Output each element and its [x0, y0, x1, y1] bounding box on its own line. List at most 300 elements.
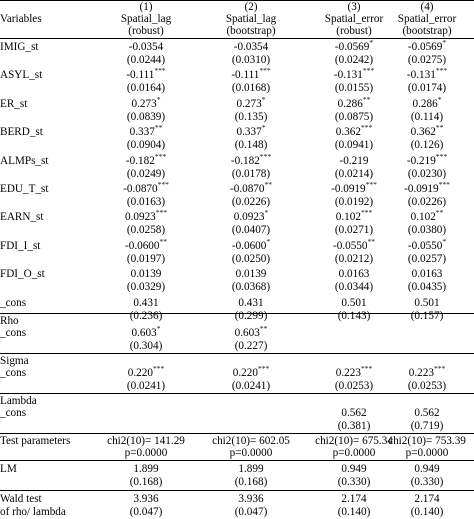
cell-value: (bootstrap) [226, 25, 276, 37]
coef-row [0, 94, 474, 111]
significance-stars: * [266, 236, 271, 246]
table-cell [194, 476, 308, 489]
se-row [0, 111, 474, 124]
cell-value: -0.0550 [407, 239, 443, 252]
cell-value: 2.174 [341, 493, 367, 505]
table-cell [194, 281, 308, 294]
table-cell [89, 66, 203, 82]
table-cell [89, 111, 203, 124]
table-cell [380, 82, 474, 95]
significance-stars: *** [259, 151, 272, 161]
cell-value: (0.0271) [334, 224, 374, 237]
table-cell [194, 506, 308, 519]
table-cell [194, 151, 308, 168]
row-label: _cons [0, 296, 27, 309]
coef-row [0, 208, 474, 224]
table-cell [194, 123, 308, 139]
section-rule-rho [0, 313, 474, 314]
table-cell [194, 94, 308, 111]
cell-value: -0.0600 [125, 239, 160, 252]
table-cell [380, 281, 474, 294]
significance-stars: *** [152, 364, 165, 373]
rho-se-row [0, 340, 474, 353]
significance-stars: * [442, 236, 447, 246]
cell-value: (0.236) [129, 309, 163, 322]
cell-value: 0.0923 [233, 211, 265, 224]
cell-value: (3) [347, 1, 361, 13]
table-cell [194, 236, 308, 253]
row-label: _cons [0, 407, 27, 419]
significance-stars: *** [257, 364, 270, 373]
cell-value: 0.102 [335, 211, 361, 224]
significance-stars: *** [438, 180, 450, 189]
significance-stars: *** [435, 66, 448, 76]
cell-value: 0.0139 [130, 268, 162, 281]
table-cell [380, 224, 474, 237]
section-rule-sigma [0, 353, 474, 354]
table-cell [380, 180, 474, 196]
cell-value: (0.0258) [126, 224, 166, 237]
cell-value: (0.0212) [334, 252, 374, 265]
se-row [0, 196, 474, 209]
significance-stars: *** [365, 180, 377, 189]
cell-value: 0.431 [133, 296, 159, 309]
row-label: ALMPs_st [0, 154, 49, 167]
significance-stars: * [264, 208, 269, 218]
lambda-se-row [0, 420, 474, 433]
significance-stars: *** [433, 364, 446, 373]
table-cell [194, 324, 308, 340]
cell-value: -0.131 [333, 69, 363, 82]
sigma-se-row [0, 380, 474, 393]
table-cell [380, 420, 474, 433]
significance-stars: *** [155, 208, 167, 218]
significance-stars: ** [264, 180, 272, 189]
table-cell [380, 364, 474, 380]
significance-stars: *** [362, 66, 375, 76]
significance-stars: * [369, 38, 374, 47]
rho-coef-row [0, 324, 474, 340]
cell-value: -0.182 [230, 154, 260, 167]
cell-value: (0.0197) [126, 252, 166, 265]
significance-stars: *** [154, 151, 167, 161]
table-cell [194, 41, 308, 54]
row-label: BERD_st [0, 126, 43, 139]
significance-stars: * [156, 94, 161, 104]
table-cell [89, 208, 203, 224]
cell-value: -0.111 [231, 69, 260, 82]
table-cell [89, 1, 203, 14]
cell-value: 2.174 [414, 493, 440, 505]
cell-value: -0.182 [125, 154, 155, 167]
row-label: of rho/ lambda [0, 506, 66, 518]
section-rule-lambda [0, 393, 474, 394]
cell-value: (4) [420, 1, 434, 13]
cell-value: (0.0253) [334, 380, 374, 392]
table-cell [89, 168, 203, 181]
cell-value: (0.0875) [334, 110, 374, 123]
cell-value: 0.223 [408, 367, 434, 379]
table-cell [380, 447, 474, 460]
header-rule [0, 38, 474, 39]
cell-value: (robust) [128, 25, 164, 37]
table-cell [89, 340, 203, 353]
cell-value: 0.562 [414, 407, 440, 419]
table-cell [89, 253, 203, 266]
cell-value: 0.220 [232, 367, 258, 379]
cell-value: (bootstrap) [402, 25, 452, 37]
significance-stars: *** [435, 151, 448, 161]
sigma-coef-row [0, 364, 474, 380]
table-cell [89, 236, 203, 253]
table-cell [194, 447, 308, 460]
table-cell [194, 253, 308, 266]
table-cell [89, 297, 203, 310]
table-cell [89, 25, 203, 38]
cell-value: (0.047) [234, 506, 268, 518]
table-cell [89, 463, 203, 476]
cell-value: 0.220 [127, 367, 153, 379]
table-cell [194, 54, 308, 67]
cell-value: 0.337 [129, 126, 155, 139]
table-cell [194, 364, 308, 380]
cell-value: (0.0163) [126, 196, 166, 208]
table-cell [89, 476, 203, 489]
cell-value: (0.0275) [407, 54, 447, 66]
cell-value: (1) [139, 1, 153, 13]
cell-value: (0.0241) [126, 380, 166, 392]
cell-value: 0.286 [337, 97, 363, 110]
table-cell [89, 224, 203, 237]
table-cell [194, 13, 308, 26]
table-cell [380, 297, 474, 310]
cell-value: -0.0569 [334, 41, 370, 53]
table-cell [89, 180, 203, 196]
coef-row [0, 180, 474, 196]
significance-stars: *** [259, 66, 271, 76]
cell-value: 0.0923 [124, 211, 156, 224]
row-label: LM [0, 463, 17, 475]
significance-stars: ** [367, 236, 375, 246]
cell-value: (0.126) [410, 139, 444, 152]
header-row-method [0, 25, 474, 38]
table-cell [380, 268, 474, 281]
cell-value: (0.719) [410, 420, 444, 432]
cell-value: (0.140) [337, 506, 371, 518]
table-cell [380, 151, 474, 168]
significance-stars: * [156, 324, 161, 333]
section-rule-wald [0, 490, 474, 491]
cell-value: 0.603 [234, 327, 260, 339]
cell-value: (0.0178) [231, 167, 271, 180]
cell-value: 0.501 [341, 296, 367, 309]
significance-stars: ** [159, 236, 167, 246]
cell-value: (0.0904) [126, 139, 166, 152]
significance-stars: * [261, 94, 266, 104]
cell-value: (0.0241) [231, 380, 271, 392]
cell-value: -0.0354 [128, 41, 164, 53]
cell-value: 0.0163 [411, 268, 443, 281]
table-cell [89, 94, 203, 111]
cell-value: (0.381) [337, 420, 371, 432]
cell-value: 0.337 [236, 126, 262, 139]
table-cell [380, 506, 474, 519]
table-cell [89, 364, 203, 380]
cell-value: 0.286 [412, 97, 438, 110]
table-cell [194, 66, 308, 82]
table-cell [380, 407, 474, 420]
cell-value: chi2(10)= 141.29 [107, 435, 185, 447]
table-cell [380, 196, 474, 209]
table-cell [380, 476, 474, 489]
table-cell [194, 82, 308, 95]
significance-stars: * [261, 123, 266, 133]
table-cell [194, 111, 308, 124]
cell-value: (0.0242) [334, 54, 374, 66]
cell-value: Spatial_lag [225, 13, 277, 25]
cell-value: p=0.0000 [229, 447, 273, 459]
cell-value: (0.330) [337, 476, 371, 488]
cell-value: (2) [244, 1, 258, 13]
table-cell [194, 340, 308, 353]
cell-value: (0.0839) [126, 110, 166, 123]
table-cell [380, 253, 474, 266]
table-cell [194, 208, 308, 224]
row-label: ASYL_st [0, 69, 43, 82]
cell-value: (0.0226) [231, 196, 271, 208]
cell-value: Spatial_error [397, 13, 457, 25]
table-cell [194, 297, 308, 310]
cell-value: (0.0407) [231, 224, 271, 237]
table-cell [194, 1, 308, 14]
cell-value: (0.0941) [334, 139, 374, 152]
table-cell [380, 111, 474, 124]
cell-value: 0.501 [414, 296, 440, 309]
significance-stars: ** [154, 123, 163, 133]
row-label: _cons [0, 367, 27, 379]
cell-value: 0.949 [341, 463, 367, 475]
cell-value: chi2(10)= 753.39 [388, 435, 466, 447]
row-label: Sigma [0, 355, 29, 367]
cell-value: 1.899 [238, 463, 264, 475]
table-cell [89, 82, 203, 95]
cell-value: (0.168) [234, 476, 268, 488]
se-row [0, 281, 474, 294]
cell-value: (0.330) [410, 476, 444, 488]
cell-value: p=0.0000 [332, 447, 376, 459]
table-cell [89, 435, 203, 448]
cell-value: (robust) [336, 25, 372, 37]
cell-value: (0.148) [234, 139, 268, 152]
cell-value: (0.304) [129, 340, 163, 352]
lm-row [0, 463, 474, 476]
cell-value: 0.431 [238, 296, 264, 309]
significance-stars: *** [154, 66, 166, 76]
cell-value: -0.0600 [231, 239, 267, 252]
cell-value: Spatial_lag [120, 13, 172, 25]
table-cell [380, 94, 474, 111]
wald-se-row [0, 506, 474, 519]
row-label: Lambda [0, 395, 37, 407]
cell-value: (0.0435) [407, 281, 447, 294]
table-cell [89, 447, 203, 460]
row-label: FDI_I_st [0, 239, 41, 252]
row-label: _cons [0, 327, 27, 339]
cell-value: (0.0155) [334, 82, 374, 95]
cell-value: (0.143) [337, 309, 371, 322]
coef-row [0, 151, 474, 168]
table-cell [194, 224, 308, 237]
table-cell [380, 493, 474, 506]
section-rule-test [0, 433, 474, 434]
row-label: Test parameters [0, 435, 71, 447]
table-cell [89, 268, 203, 281]
row-label: EDU_T_st [0, 183, 49, 195]
table-cell [89, 493, 203, 506]
table-cell [380, 25, 474, 38]
table-cell [380, 66, 474, 82]
table-cell [89, 151, 203, 168]
significance-stars: * [437, 94, 442, 104]
table-cell [380, 1, 474, 14]
cell-value: -0.219 [339, 154, 369, 167]
cell-value: (0.0226) [407, 196, 447, 208]
table-cell [89, 123, 203, 139]
coef-row [0, 66, 474, 82]
se-row [0, 82, 474, 95]
cell-value: 0.0139 [235, 268, 267, 281]
cell-value: 0.0163 [338, 268, 370, 281]
cell-value: (0.227) [234, 340, 268, 352]
table-cell [194, 25, 308, 38]
cell-value: 3.936 [133, 493, 159, 505]
table-cell [380, 208, 474, 224]
table-cell [380, 13, 474, 26]
table-cell [194, 268, 308, 281]
table-cell [194, 196, 308, 209]
cell-value: -0.0870 [123, 183, 158, 195]
cell-value: -0.219 [406, 154, 436, 167]
cell-value: p=0.0000 [405, 447, 449, 459]
cell-value: (0.0168) [231, 82, 271, 95]
cell-value: (0.0329) [126, 281, 166, 294]
row-label: Variables [0, 13, 42, 25]
table-cell [380, 168, 474, 181]
significance-stars: ** [362, 94, 371, 104]
cell-value: (0.0344) [334, 281, 374, 294]
lm-se-row [0, 476, 474, 489]
row-label: EARN_st [0, 211, 44, 224]
coef-row [0, 236, 474, 253]
cell-value: 0.102 [410, 211, 436, 224]
significance-stars: ** [435, 208, 444, 218]
cell-value: (0.0214) [334, 167, 374, 180]
wald-row [0, 493, 474, 506]
cell-value: (0.0192) [334, 196, 374, 208]
cell-value: (0.0257) [407, 252, 447, 265]
se-row [0, 168, 474, 181]
cell-value: Spatial_error [324, 13, 384, 25]
table-cell [89, 506, 203, 519]
table-cell [380, 54, 474, 67]
se-row [0, 139, 474, 152]
table-cell [89, 324, 203, 340]
cell-value: -0.0919 [331, 183, 366, 195]
table-cell [89, 54, 203, 67]
cell-value: -0.0550 [333, 239, 368, 252]
cell-value: -0.131 [406, 69, 436, 82]
row-label: IMIG_st [0, 41, 39, 53]
cell-value: 0.273 [131, 97, 157, 110]
cell-value: (0.168) [129, 476, 163, 488]
cell-value: -0.0919 [404, 183, 439, 195]
table-cell [194, 139, 308, 152]
cell-value: 1.899 [133, 463, 159, 475]
cell-value: (0.0230) [407, 167, 447, 180]
cell-value: (0.114) [410, 110, 444, 123]
cell-value: 3.936 [238, 493, 264, 505]
cell-value: 0.603 [131, 327, 157, 339]
row-label: FDI_O_st [0, 268, 45, 281]
cell-value: 0.273 [236, 97, 262, 110]
table-cell [194, 463, 308, 476]
cell-value: 0.562 [341, 407, 367, 419]
table-cell [194, 493, 308, 506]
coef-row [0, 297, 474, 310]
coef-row [0, 268, 474, 281]
cell-value: (0.0174) [407, 82, 447, 95]
cell-value: (0.0380) [407, 224, 447, 237]
lambda-coef-row [0, 407, 474, 420]
table-cell [380, 139, 474, 152]
cell-value: (0.0249) [126, 167, 166, 180]
se-row [0, 54, 474, 67]
table-cell [380, 236, 474, 253]
cell-value: -0.111 [126, 69, 155, 82]
table-cell [194, 168, 308, 181]
cell-value: (0.047) [129, 506, 163, 518]
cell-value: (0.0244) [126, 54, 166, 66]
section-rule-lm [0, 460, 474, 461]
cell-value: -0.0569 [407, 41, 443, 53]
table-cell [194, 180, 308, 196]
cell-value: -0.0354 [233, 41, 269, 53]
table-cell [89, 196, 203, 209]
table-cell [194, 435, 308, 448]
significance-stars: *** [360, 208, 373, 218]
cell-value: (0.0253) [407, 380, 447, 392]
coef-row [0, 123, 474, 139]
cell-value: (0.157) [410, 309, 444, 322]
cell-value: (0.299) [234, 309, 268, 322]
table-cell [89, 380, 203, 393]
cell-value: (0.135) [234, 110, 268, 123]
table-cell [89, 281, 203, 294]
table-cell [380, 380, 474, 393]
table-cell [89, 13, 203, 26]
cell-value: (0.0250) [231, 252, 271, 265]
row-label: ER_st [0, 97, 28, 110]
table-cell [380, 38, 474, 54]
cell-value: (0.140) [410, 506, 444, 518]
table-cell [89, 41, 203, 54]
cell-value: 0.223 [335, 367, 361, 379]
row-label: Wald test [0, 493, 42, 505]
test-p-row [0, 447, 474, 460]
se-row [0, 253, 474, 266]
cell-value: 0.949 [414, 463, 440, 475]
significance-stars: ** [435, 123, 444, 133]
